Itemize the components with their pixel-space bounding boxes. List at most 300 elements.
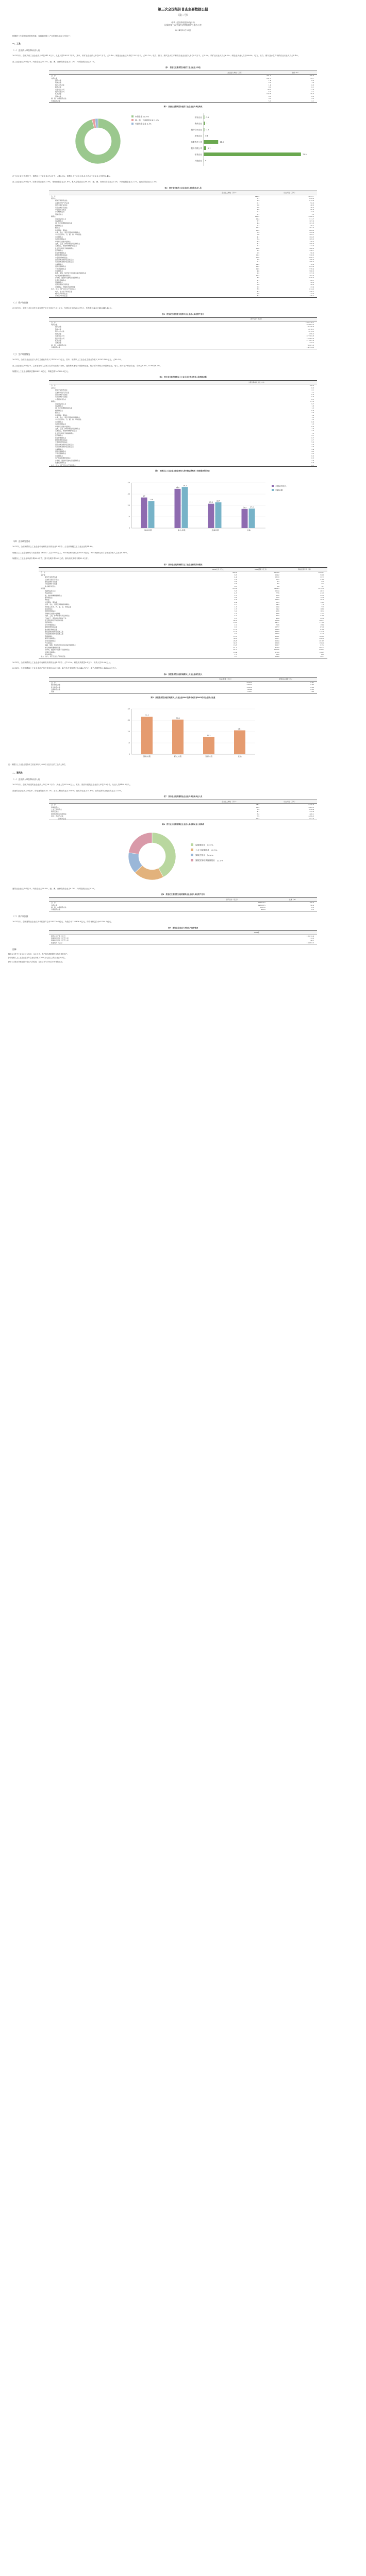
row-label: 燃气生产和供应业: [54, 293, 68, 295]
y-tick-label: 40: [127, 481, 130, 484]
data-label: 16.9: [242, 506, 247, 509]
row-label: 酒、饮料和精制茶制造业: [43, 594, 62, 597]
row-label: 铁路、船舶、航空航天和其他运输设备制造业: [54, 272, 87, 275]
table-header-row: [49, 898, 317, 902]
cell-value: 2190: [320, 578, 324, 581]
cell-value: 79.5: [310, 93, 314, 95]
cell-value: 809: [321, 653, 324, 656]
row-label: 私人控股企业: [51, 686, 61, 688]
bar: [172, 717, 184, 754]
table-row: [49, 464, 317, 467]
cell-value: 2753.7: [246, 684, 253, 686]
cell-value: 0.6: [311, 79, 314, 81]
table-row: [49, 942, 317, 944]
row-label: 私营企业: [54, 339, 62, 342]
row-label: 开采辅助活动: [54, 211, 65, 213]
table-title: 表4 按行业分组的规模以上工业企业主营业务收入和利润总额: [159, 376, 207, 379]
cell-value: 2.1: [234, 623, 237, 626]
cell-value: 287.0: [275, 633, 279, 635]
row-label: 电力、热力、燃气及水生产和供应业: [49, 464, 196, 467]
subheading-units: （一）企业法人单位和从业人员: [12, 777, 40, 781]
cell-value: 1060: [320, 607, 324, 610]
cell-value: 0.1: [257, 224, 260, 227]
row-label: 国有控股企业: [51, 684, 61, 686]
row-label: 石油加工、炼焦和核燃料加工业: [54, 430, 77, 432]
table-header-row: [49, 381, 317, 384]
cell-value: 0.6: [311, 425, 314, 428]
row-label: 黑色金属矿采选业: [54, 204, 68, 207]
bar: [175, 489, 181, 528]
cell-value: 2.1: [311, 434, 314, 437]
cell-value: 62.9: [276, 594, 279, 597]
cell-value: 10264: [319, 635, 324, 637]
cell-value: 12.5: [233, 628, 237, 631]
cell-value: 129.9: [240, 655, 282, 658]
cell-value: 20.3: [196, 818, 262, 820]
cell-value: 23830: [319, 637, 324, 640]
cell-value: 131.0: [275, 576, 279, 579]
row-label: 金属制品、机械和设备修理业: [54, 285, 76, 288]
bar-value: 2.1: [207, 147, 211, 149]
cell-value: 1252.5: [274, 649, 279, 651]
cell-value: 15020: [319, 642, 324, 645]
row-label: 印刷和记录媒介复制业: [54, 240, 71, 243]
cell-value: 1.1: [257, 245, 260, 247]
cell-value: 63.1: [233, 649, 237, 651]
cell-value: 16.0: [233, 621, 237, 624]
bar: [249, 509, 255, 528]
cell-value: 0.7: [311, 436, 314, 439]
table-title: 表9 建筑业企业法人单位生产经营情况: [168, 926, 198, 929]
cell-value: 335401: [318, 571, 324, 574]
cell-value: 1584: [320, 601, 324, 603]
cell-value: 12.0: [233, 635, 237, 637]
row-label: 专用设备制造业: [54, 452, 66, 455]
cell-value: 10.6: [256, 247, 260, 249]
cell-value: 77.7: [276, 578, 279, 581]
row-label: 其他制造业: [43, 653, 53, 656]
row-label: 集体企业: [54, 328, 62, 330]
paragraph: 2013年末，全国共有建筑业企业法人单位28.2万个，从业人员5320.6万人。其中，资质内建筑业企业法人单位7.9万个，从业人员4499.3万人。: [12, 784, 132, 786]
cell-value: 151.4: [275, 589, 279, 592]
bar-value: 0.6: [206, 128, 209, 131]
cell-value: 28.2: [256, 804, 260, 806]
row-label: 港、澳、台商投资企业: [51, 344, 67, 346]
row-label: 港、澳、台商投资企业: [51, 97, 67, 100]
cell-value: 371584.8: [306, 335, 314, 337]
cell-value: 245: [321, 581, 324, 583]
data-label: 30.6: [176, 717, 180, 720]
intro-paragraph: 根据第三次全国经济普查结果，现将我国第二产业的基本情况公布如下：: [12, 35, 72, 37]
cell-value: 4.4: [234, 576, 237, 579]
table-header-row: [49, 71, 317, 75]
row-label: 股份有限公司: [54, 337, 65, 340]
row-label: 内资企业: [51, 77, 58, 79]
cell-value: 1049.4: [308, 808, 314, 810]
column-header: 比重（%）: [274, 71, 317, 75]
x-tick-label: 私人控股: [174, 755, 182, 758]
row-label: 内资企业: [51, 904, 58, 906]
row-label: 化学原料和化学制品制造业: [43, 619, 64, 621]
row-label: 外商投资企业: [49, 346, 196, 349]
note-item: [3] 本公报部分数据因四舍五入的原因，存在总计与分项合计不等的情况。: [8, 960, 64, 963]
row-label: 煤炭开采和洗选业: [54, 389, 68, 392]
data-label: 23.8: [149, 498, 154, 501]
cell-value: 1.3: [311, 423, 314, 426]
cell-value: 41.1: [233, 646, 237, 649]
table-row: [49, 100, 317, 103]
row-label: 房屋建筑业: [51, 806, 59, 808]
cell-value: 86.8: [310, 208, 314, 211]
cell-value: 1.9: [311, 414, 314, 416]
cell-value: 2957: [282, 655, 327, 658]
cell-value: 25165: [319, 639, 324, 642]
cell-value: 0.81: [310, 681, 314, 684]
cell-value: 5.7: [311, 402, 314, 405]
cell-value: 48.0: [310, 204, 314, 207]
cell-value: 195210.4: [258, 902, 265, 904]
cell-value: 5.4: [257, 238, 260, 241]
y-tick-label: 0: [128, 527, 130, 529]
legend-label: 内资企业 95.7%: [135, 115, 149, 118]
cell-value: 815.4: [275, 646, 279, 649]
row-label: 医药制造业: [54, 249, 63, 252]
cell-value: 905.9: [196, 908, 269, 911]
legend-swatch: [191, 843, 193, 846]
cell-value: 6.3: [311, 457, 314, 460]
pie-slice: [129, 833, 152, 854]
row-label: 联营企业: [54, 332, 62, 335]
table-title: 表1 按登记注册类型分组的工业企业法人单位: [165, 66, 201, 69]
cell-value: 823694.3: [306, 324, 314, 326]
row-label: 非金属矿采选业: [43, 585, 56, 587]
cell-value: 98.9: [276, 617, 279, 619]
row-label: 电力、热力生产和供应业: [54, 290, 73, 293]
column-header: [49, 800, 196, 804]
row-label: 合 计: [51, 321, 56, 324]
cell-value: 225.3: [255, 215, 260, 218]
column-header: 资产总计（亿元）: [196, 317, 317, 321]
cell-value: 1.2: [311, 416, 314, 418]
cell-value: 1.5: [257, 249, 260, 252]
table-title: 表3 按登记注册类型分组的工业企业法人单位资产总计: [162, 313, 204, 315]
cell-value: 4.6: [311, 446, 314, 448]
cell-value: 2.2: [257, 272, 260, 275]
cell-value: 10.3: [256, 274, 260, 277]
cell-value: 0.3: [234, 585, 237, 587]
cell-value: 4813: [320, 589, 324, 592]
row-label: 其他企业: [54, 342, 62, 344]
cell-value: 3.1: [311, 389, 314, 392]
cell-value: 1376: [320, 596, 324, 599]
table-row: [49, 346, 317, 349]
cell-value: 3.2: [234, 610, 237, 613]
row-label: 造纸和纸制品业: [54, 423, 66, 426]
row-label: 煤炭开采和洗选业: [54, 199, 68, 202]
y-tick-label: 40: [127, 708, 130, 710]
paragraph: 建筑业企业法人单位中，内资企业占99.6%，港、澳、台商投资企业占0.2%，外商投资企业占0.2%。: [12, 887, 96, 890]
cell-value: 8.5: [257, 288, 260, 291]
cell-value: 40217: [319, 646, 324, 649]
paragraph: 规模以上工业企业利润总额62831.0亿元，利税总额107960.2亿元。: [12, 370, 70, 372]
cell-value: 241.9: [255, 195, 260, 197]
cell-value: 100.0: [309, 902, 314, 904]
row-label: 纺织服装、服饰业: [43, 601, 58, 603]
cell-value: 0.4: [234, 583, 237, 585]
cell-value: 615.8: [309, 199, 314, 202]
row-label: 建筑业总产值（亿元）: [51, 935, 67, 937]
cell-value: 1.4: [268, 79, 271, 81]
cell-value: 0.6: [311, 83, 314, 86]
cell-value: 8.3: [234, 599, 237, 601]
cell-value: 0.5: [234, 596, 237, 599]
bar: [234, 731, 245, 754]
column-header: R&D经费（亿元）: [196, 677, 255, 681]
row-label: 电气机械和器材制造业: [54, 274, 71, 277]
row-label: 建筑装饰和其他建筑业: [51, 812, 67, 815]
row-label: 合 计: [41, 571, 46, 574]
cell-value: 0.1: [257, 213, 260, 215]
cell-value: 3.3: [196, 295, 262, 297]
row-label: 其中：资质内企业: [51, 815, 64, 818]
paragraph: 2013年末，全国工业企业法人单位资产总计1053710.1亿元，负债合计608264.7亿元，所有者权益合计445445.4亿元。: [12, 307, 113, 310]
cell-value: 7.9: [311, 459, 314, 462]
bulletin-number: （第二号）: [176, 14, 190, 18]
cell-value: 3.1: [234, 594, 237, 597]
row-label: 计算机、通信和其他电子设备制造业: [43, 649, 70, 651]
cell-value: 775: [321, 605, 324, 608]
cell-value: 12568.5: [307, 215, 314, 218]
y-tick-label: 30: [127, 719, 130, 722]
row-label: 通用设备制造业: [54, 450, 66, 453]
cell-value: 40.1: [310, 939, 314, 942]
cell-value: 77.6: [276, 592, 279, 595]
row-label: 铁路、船舶、航空航天和其他运输设备制造业: [43, 644, 76, 647]
table-7: [49, 800, 317, 820]
cell-value: 28.6: [310, 283, 314, 286]
cell-value: 238.0: [275, 628, 279, 631]
row-label: 木材加工和木、竹、藤、棕、草制品业: [54, 418, 82, 421]
row-label: 印刷和记录媒介复制业: [43, 612, 61, 615]
bar: [141, 717, 153, 755]
row-label: 制造业: [51, 400, 56, 403]
row-label: 合 计: [51, 804, 56, 806]
cell-value: 26.8: [233, 639, 237, 642]
cell-value: 5320.6: [308, 804, 314, 806]
cell-value: 98.9: [310, 904, 314, 906]
row-label: 化学原料和化学制品制造业: [54, 432, 74, 434]
cell-value: 2.7: [311, 439, 314, 442]
cell-value: 1834: [320, 610, 324, 613]
cell-value: 1.8: [311, 404, 314, 407]
cell-value: 2.1: [311, 90, 314, 93]
bar: [141, 497, 147, 528]
cell-value: 231.5: [266, 77, 271, 79]
column-header: [49, 677, 196, 681]
cell-value: 142.1: [309, 279, 314, 281]
row-label: 金属制品业: [43, 635, 53, 637]
row-label: 黑色金属冶炼和压延加工业: [43, 631, 64, 633]
publish-date: 2014年12月16日: [175, 29, 191, 32]
bar: [148, 498, 155, 528]
row-label: 营业收入（亿元）: [49, 942, 196, 944]
row-label: 仪器仪表制造业: [54, 279, 66, 281]
row-label: 纺织业: [54, 412, 60, 414]
cell-value: 1.2: [311, 213, 314, 215]
row-label: 合 计: [51, 902, 56, 904]
cell-value: 40.2: [310, 206, 314, 209]
row-label: 黑色金属冶炼和压延加工业: [54, 443, 74, 446]
cell-value: 12.5: [256, 267, 260, 270]
note-item: [2] 规模以上工业企业是指年主营业务收入2000万元及以上的工业法人单位。: [8, 957, 67, 959]
row-label: 汽车制造业: [54, 269, 63, 272]
cell-value: 5.0: [311, 441, 314, 444]
row-label: 采矿业: [51, 197, 56, 199]
cell-value: 12.4: [256, 227, 260, 229]
cell-value: 92.0: [310, 201, 314, 204]
row-label: 文教、工美、体育和娱乐用品制造业: [43, 615, 70, 617]
row-label: 橡胶和塑料制品业: [43, 626, 58, 629]
row-label: 电力、热力、燃气及水生产和供应业: [51, 288, 76, 291]
column-header: 主营业务收入占比（%）: [196, 381, 317, 384]
cell-value: 0.8: [257, 293, 260, 295]
table-title: 表7 按行业分组的建筑业企业法人单位和从业人员: [163, 795, 203, 798]
column-header: [49, 898, 196, 902]
table-3: [49, 317, 317, 349]
cell-value: 5.4: [257, 231, 260, 234]
row-label: 家具制造业: [54, 235, 63, 238]
cell-value: 1264.0: [246, 688, 253, 690]
row-label: 造纸和纸制品业: [54, 238, 66, 241]
cell-value: 528.6: [309, 254, 314, 257]
cell-value: 1.4: [257, 199, 260, 202]
data-label: 34.6: [175, 486, 180, 489]
column-header: [49, 381, 196, 384]
x-tick-label: 外商控股: [205, 755, 213, 758]
row-label: 文教、工美、体育和娱乐用品制造业: [54, 428, 80, 430]
column-header: [49, 931, 196, 935]
row-label: 采矿业: [51, 386, 56, 389]
data-label: 15.2: [207, 735, 211, 737]
cell-value: 136.3: [275, 599, 279, 601]
x-tick-label: 国有控股: [144, 529, 152, 532]
row-label: 制造业: [41, 587, 46, 590]
cell-value: 159312.9: [306, 935, 314, 937]
bar-label: 国有企业: [194, 116, 202, 118]
row-label: 有色金属矿采选业: [43, 583, 58, 585]
row-label: 金属制品业: [54, 448, 63, 450]
y-tick-label: 10: [127, 515, 130, 518]
cell-value: 24.2: [233, 619, 237, 621]
row-label: 石油和天然气开采业: [54, 391, 70, 394]
row-label: 仪器仪表制造业: [43, 651, 56, 653]
cell-value: 5.7: [257, 220, 260, 223]
cell-value: 633.9: [275, 631, 279, 633]
row-label: 外商投资企业: [49, 100, 196, 103]
chart-1: [49, 110, 317, 172]
cell-value: 187.7: [275, 626, 279, 629]
row-label: 非金属矿采选业: [54, 398, 66, 400]
row-label: 皮革、毛皮、羽毛及其制品和制鞋业: [43, 603, 70, 606]
row-label: 采矿业: [41, 573, 46, 576]
table-row: [49, 690, 317, 693]
cell-value: 5.0: [268, 90, 271, 93]
cell-value: 72.6: [276, 623, 279, 626]
row-label: 橡胶和塑料制品业: [54, 439, 68, 442]
column-header: 有效发明专利（件）: [282, 568, 327, 571]
cell-value: 0.5: [269, 908, 317, 911]
row-label: 家具制造业: [54, 420, 63, 423]
cell-value: 17796: [319, 621, 324, 624]
bar: [204, 122, 208, 125]
cell-value: 8318.4: [274, 571, 279, 574]
row-label: 家具制造业: [43, 607, 53, 610]
cell-value: 1143: [320, 612, 324, 615]
row-label: 有色金属冶炼和压延加工业: [54, 261, 74, 263]
subheading-assets: （二）资产和负债: [12, 301, 28, 304]
row-label: 汽车制造业: [54, 454, 63, 457]
notes-heading: 注释：: [12, 948, 19, 951]
subheading-operations: （三）生产经营情况: [12, 352, 30, 355]
legend-label: 建筑安装业 14.6%: [195, 854, 213, 857]
cell-value: 32.6: [233, 642, 237, 645]
data-label: 21.1: [238, 728, 242, 731]
paragraph: 在工业企业法人单位中，国有控股企业占1.9%，集体控股企业占1.8%，私人控股企业占89.2%，港、澳、台商控股企业占2.4%，外商控股企业占2.2%，其他控股企业占2.5%。: [12, 181, 159, 183]
legend-swatch: [131, 123, 134, 125]
column-header: R&D人员（万人）: [197, 568, 240, 571]
cell-value: 34.8: [276, 612, 279, 615]
row-label: 通用设备制造业: [43, 637, 56, 640]
column-header: 2013年: [196, 931, 317, 935]
cell-value: 0.82: [310, 688, 314, 690]
row-label: 内资企业: [51, 324, 58, 326]
row-label: 港、澳、台商投资企业: [51, 906, 67, 908]
row-label: 农副食品加工业: [54, 402, 66, 405]
chart-title: 图1 按登记注册类型分组的工业企业法人单位构成: [163, 105, 203, 108]
cell-value: 373: [321, 583, 324, 585]
row-label: 纺织服装、服饰业: [54, 414, 68, 416]
subheading-rd: （四）企业研发活动: [12, 539, 30, 543]
cell-value: 1.2: [311, 418, 314, 421]
cell-value: 4129: [320, 592, 324, 595]
cell-value: 1.7: [257, 281, 260, 283]
cell-value: 26.0: [276, 605, 279, 608]
cell-value: 4499.3: [308, 815, 314, 818]
row-label: 橡胶和塑料制品业: [54, 254, 68, 257]
cell-value: 347.7: [275, 621, 279, 624]
cell-value: 2.5: [234, 617, 237, 619]
row-label: 有限责任公司: [54, 335, 65, 337]
row-label: 房屋施工面积（亿平方米）: [51, 937, 70, 939]
cell-value: 1151.0: [260, 906, 265, 908]
cell-value: 56.6: [310, 281, 314, 283]
cell-value: 7.0: [234, 633, 237, 635]
cell-value: 8318.4: [246, 681, 253, 684]
row-label: 资质外企业: [49, 818, 196, 820]
table-9: [49, 930, 317, 944]
cell-value: 3462.2: [308, 806, 314, 808]
table-5: [39, 567, 327, 658]
bar: [204, 152, 301, 156]
cell-value: 3.6: [311, 412, 314, 414]
row-label: 其他制造业: [54, 281, 63, 283]
bulletin-header: [8, 7, 358, 32]
table-4: [49, 380, 317, 467]
paragraph: 2013年，全国工业企业法人单位主营业务收入1152434.1亿元。其中，规模以上工业企业主营业务收入1029149.8亿元，占89.3%。: [12, 359, 123, 361]
x-tick-label: 其他: [246, 529, 251, 532]
cell-value: 0.8: [257, 204, 260, 207]
cell-value: 205.5: [309, 238, 314, 241]
